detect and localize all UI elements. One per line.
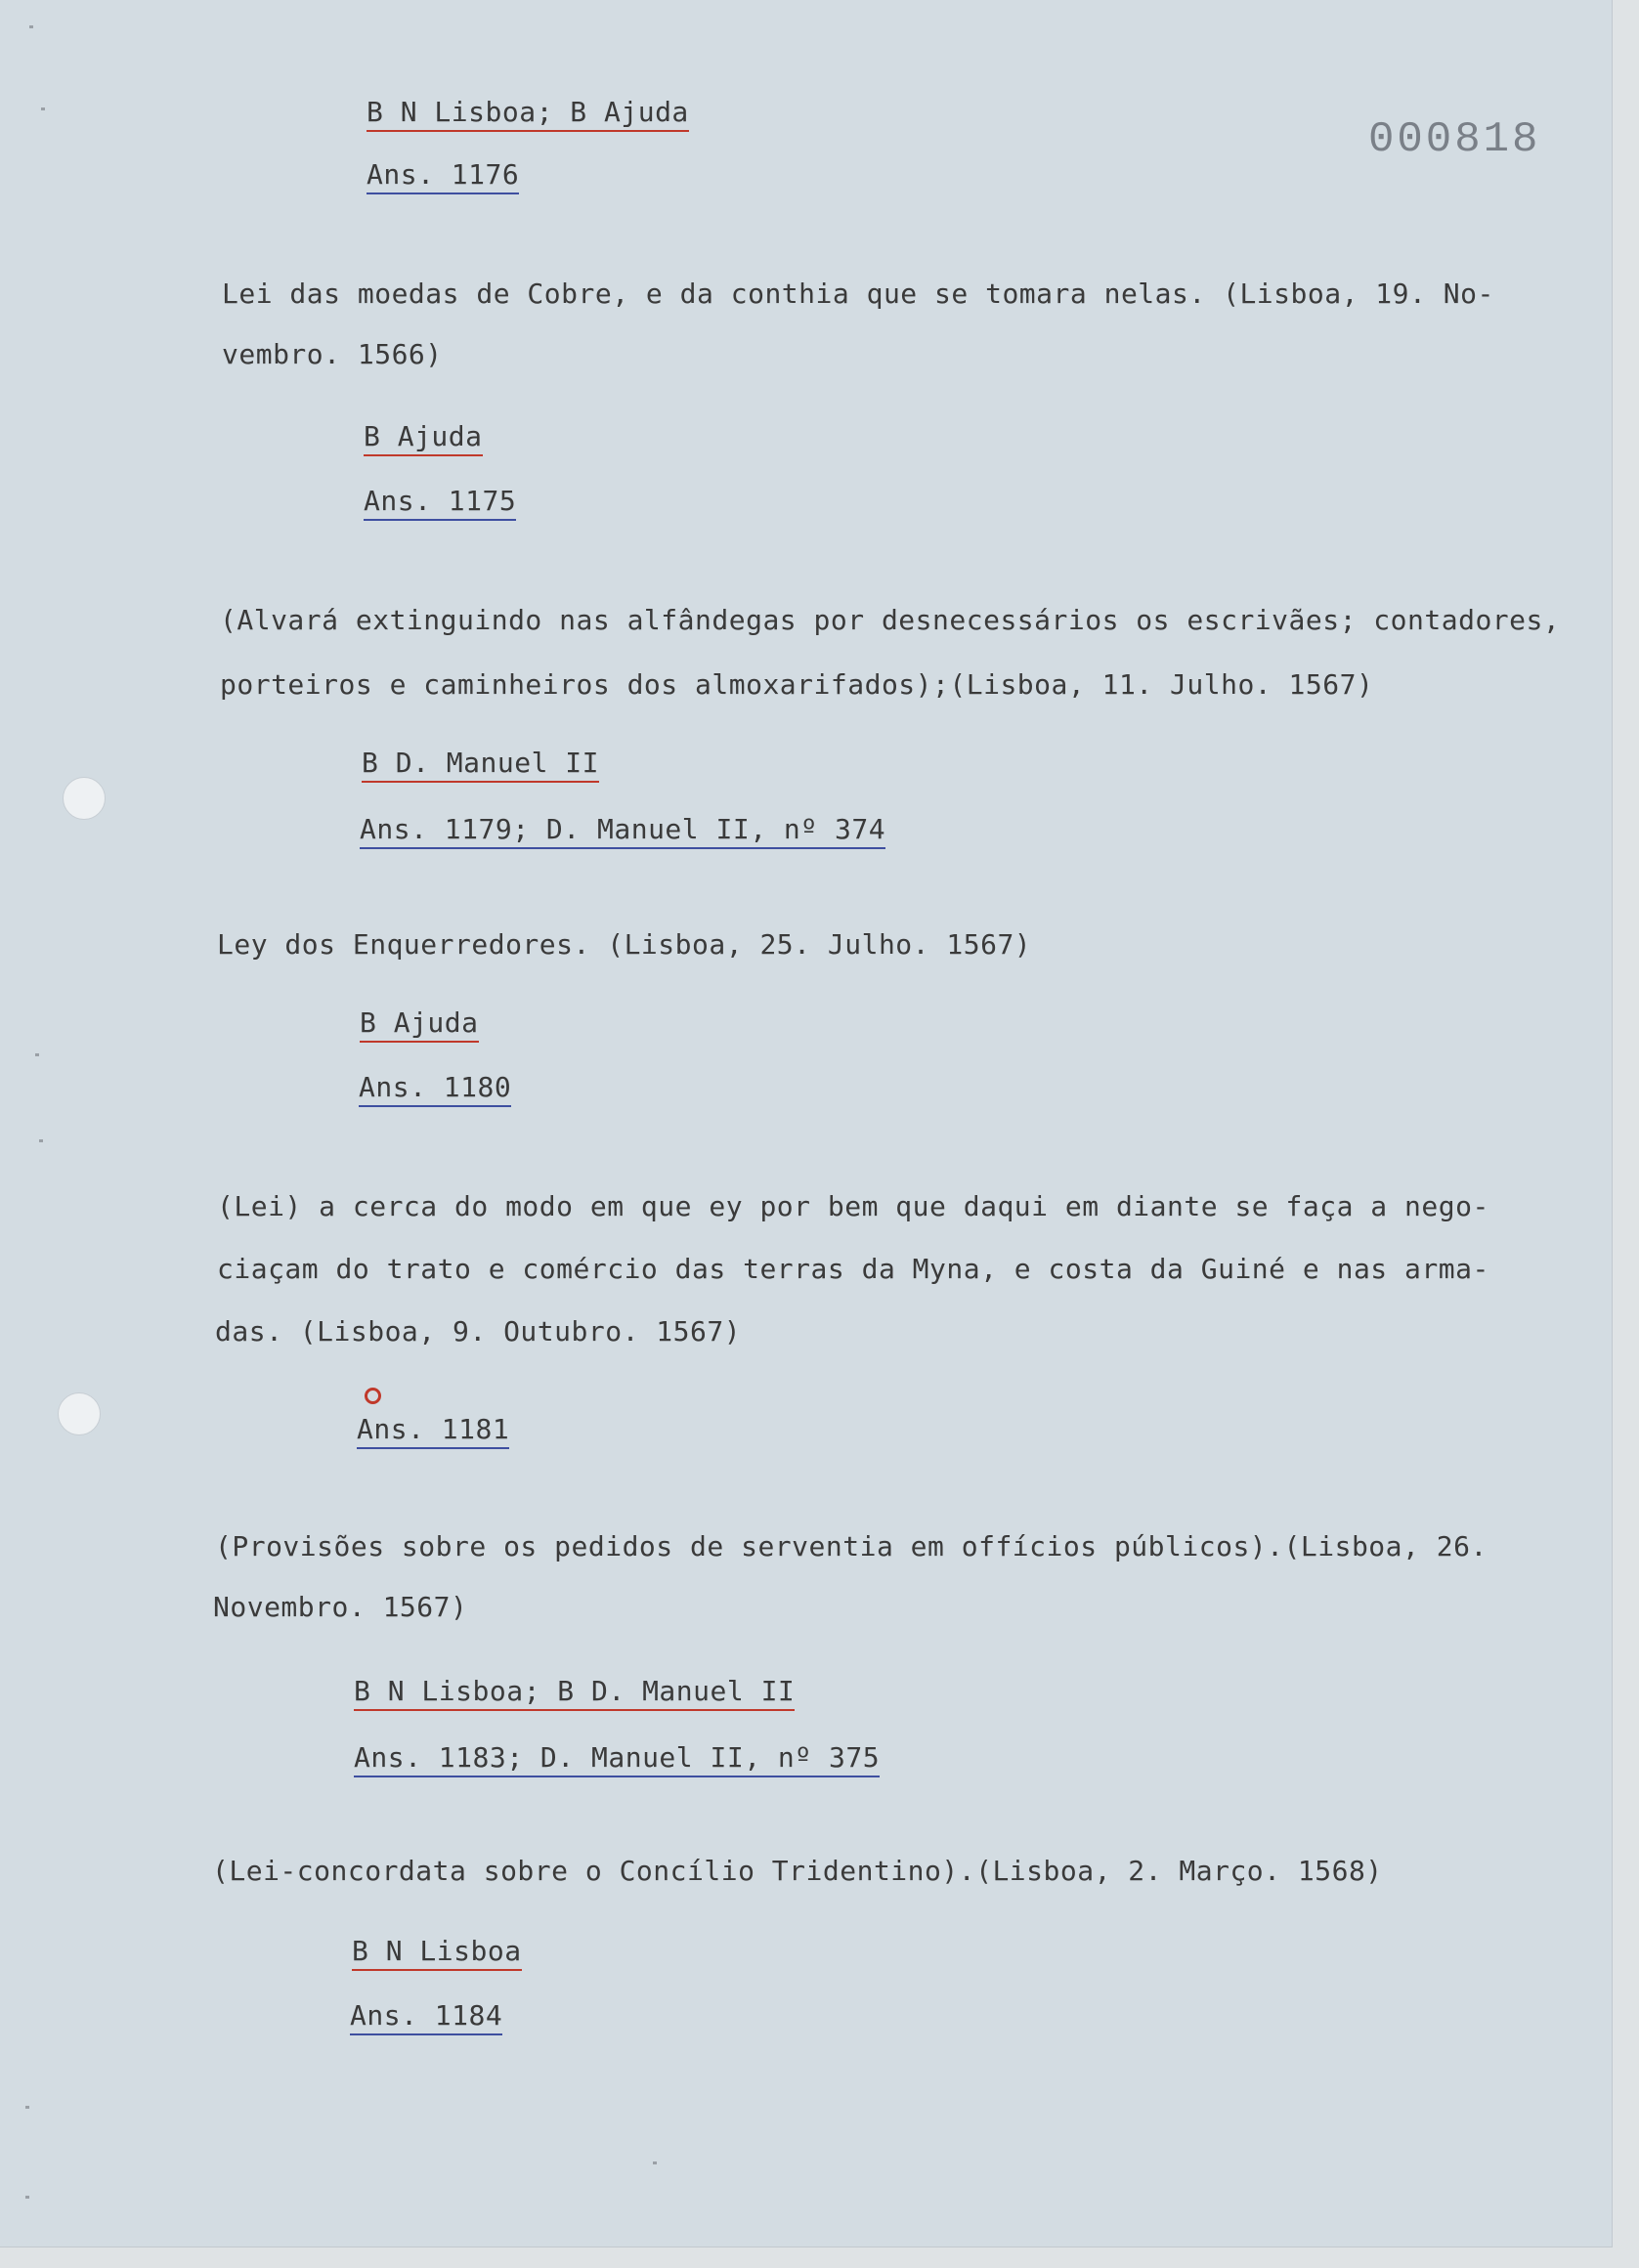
- paper-speck: [29, 25, 33, 28]
- entry-reference: Ans. 1180: [359, 1071, 511, 1107]
- entry-text-line: (Lei) a cerca do modo em que ey por bem que daqui em diante se faça a nego-: [217, 1190, 1489, 1222]
- paper-speck: [35, 1053, 39, 1056]
- red-circle-mark: [365, 1388, 381, 1404]
- entry-text-line: Ley dos Enquerredores. (Lisboa, 25. Julho. 1567): [217, 928, 1032, 961]
- paper-speck: [41, 107, 45, 110]
- archive-stamp-number: 000818: [1368, 115, 1541, 164]
- entry-reference: Ans. 1181: [357, 1413, 509, 1449]
- entry-text-line: (Provisões sobre os pedidos de serventia em offícios públicos).(Lisboa, 26.: [215, 1530, 1488, 1562]
- entry-source: B N Lisboa; B D. Manuel II: [354, 1675, 795, 1711]
- entry-text-line: das. (Lisboa, 9. Outubro. 1567): [215, 1315, 742, 1348]
- entry-text-line: porteiros e caminheiros dos almoxarifados);(Lisboa, 11. Julho. 1567): [220, 668, 1374, 701]
- paper-speck: [25, 2196, 29, 2199]
- entry-source: B Ajuda: [360, 1006, 479, 1043]
- entry-text-line: Lei das moedas de Cobre, e da conthia que se tomara nelas. (Lisboa, 19. No-: [222, 278, 1494, 310]
- entry-source: B Ajuda: [364, 420, 483, 456]
- entry-reference: Ans. 1184: [350, 1999, 502, 2035]
- entry-text-line: ciaçam do trato e comércio das terras da Myna, e costa da Guiné e nas arma-: [217, 1253, 1489, 1285]
- entry-reference: Ans. 1183; D. Manuel II, nº 375: [354, 1741, 880, 1777]
- paper-speck: [39, 1139, 43, 1142]
- entry-source: B D. Manuel II: [362, 747, 599, 783]
- entry-text-line: (Lei-concordata sobre o Concílio Tridentino).(Lisboa, 2. Março. 1568): [212, 1855, 1383, 1887]
- paper-speck: [25, 2106, 29, 2109]
- punch-hole: [63, 777, 106, 820]
- punch-hole: [58, 1392, 101, 1435]
- entry-reference: Ans. 1179; D. Manuel II, nº 374: [360, 813, 885, 849]
- entry-source: B N Lisboa: [352, 1935, 522, 1971]
- entry-text-line: (Alvará extinguindo nas alfândegas por desnecessários os escrivães; contadores,: [220, 604, 1561, 636]
- paper-speck: [653, 2161, 657, 2164]
- entry-reference: Ans. 1175: [364, 485, 516, 521]
- entry-source: B N Lisboa; B Ajuda: [367, 96, 689, 132]
- entry-text-line: Novembro. 1567): [213, 1591, 468, 1623]
- entry-reference: Ans. 1176: [367, 158, 519, 194]
- entry-text-line: vembro. 1566): [222, 338, 443, 370]
